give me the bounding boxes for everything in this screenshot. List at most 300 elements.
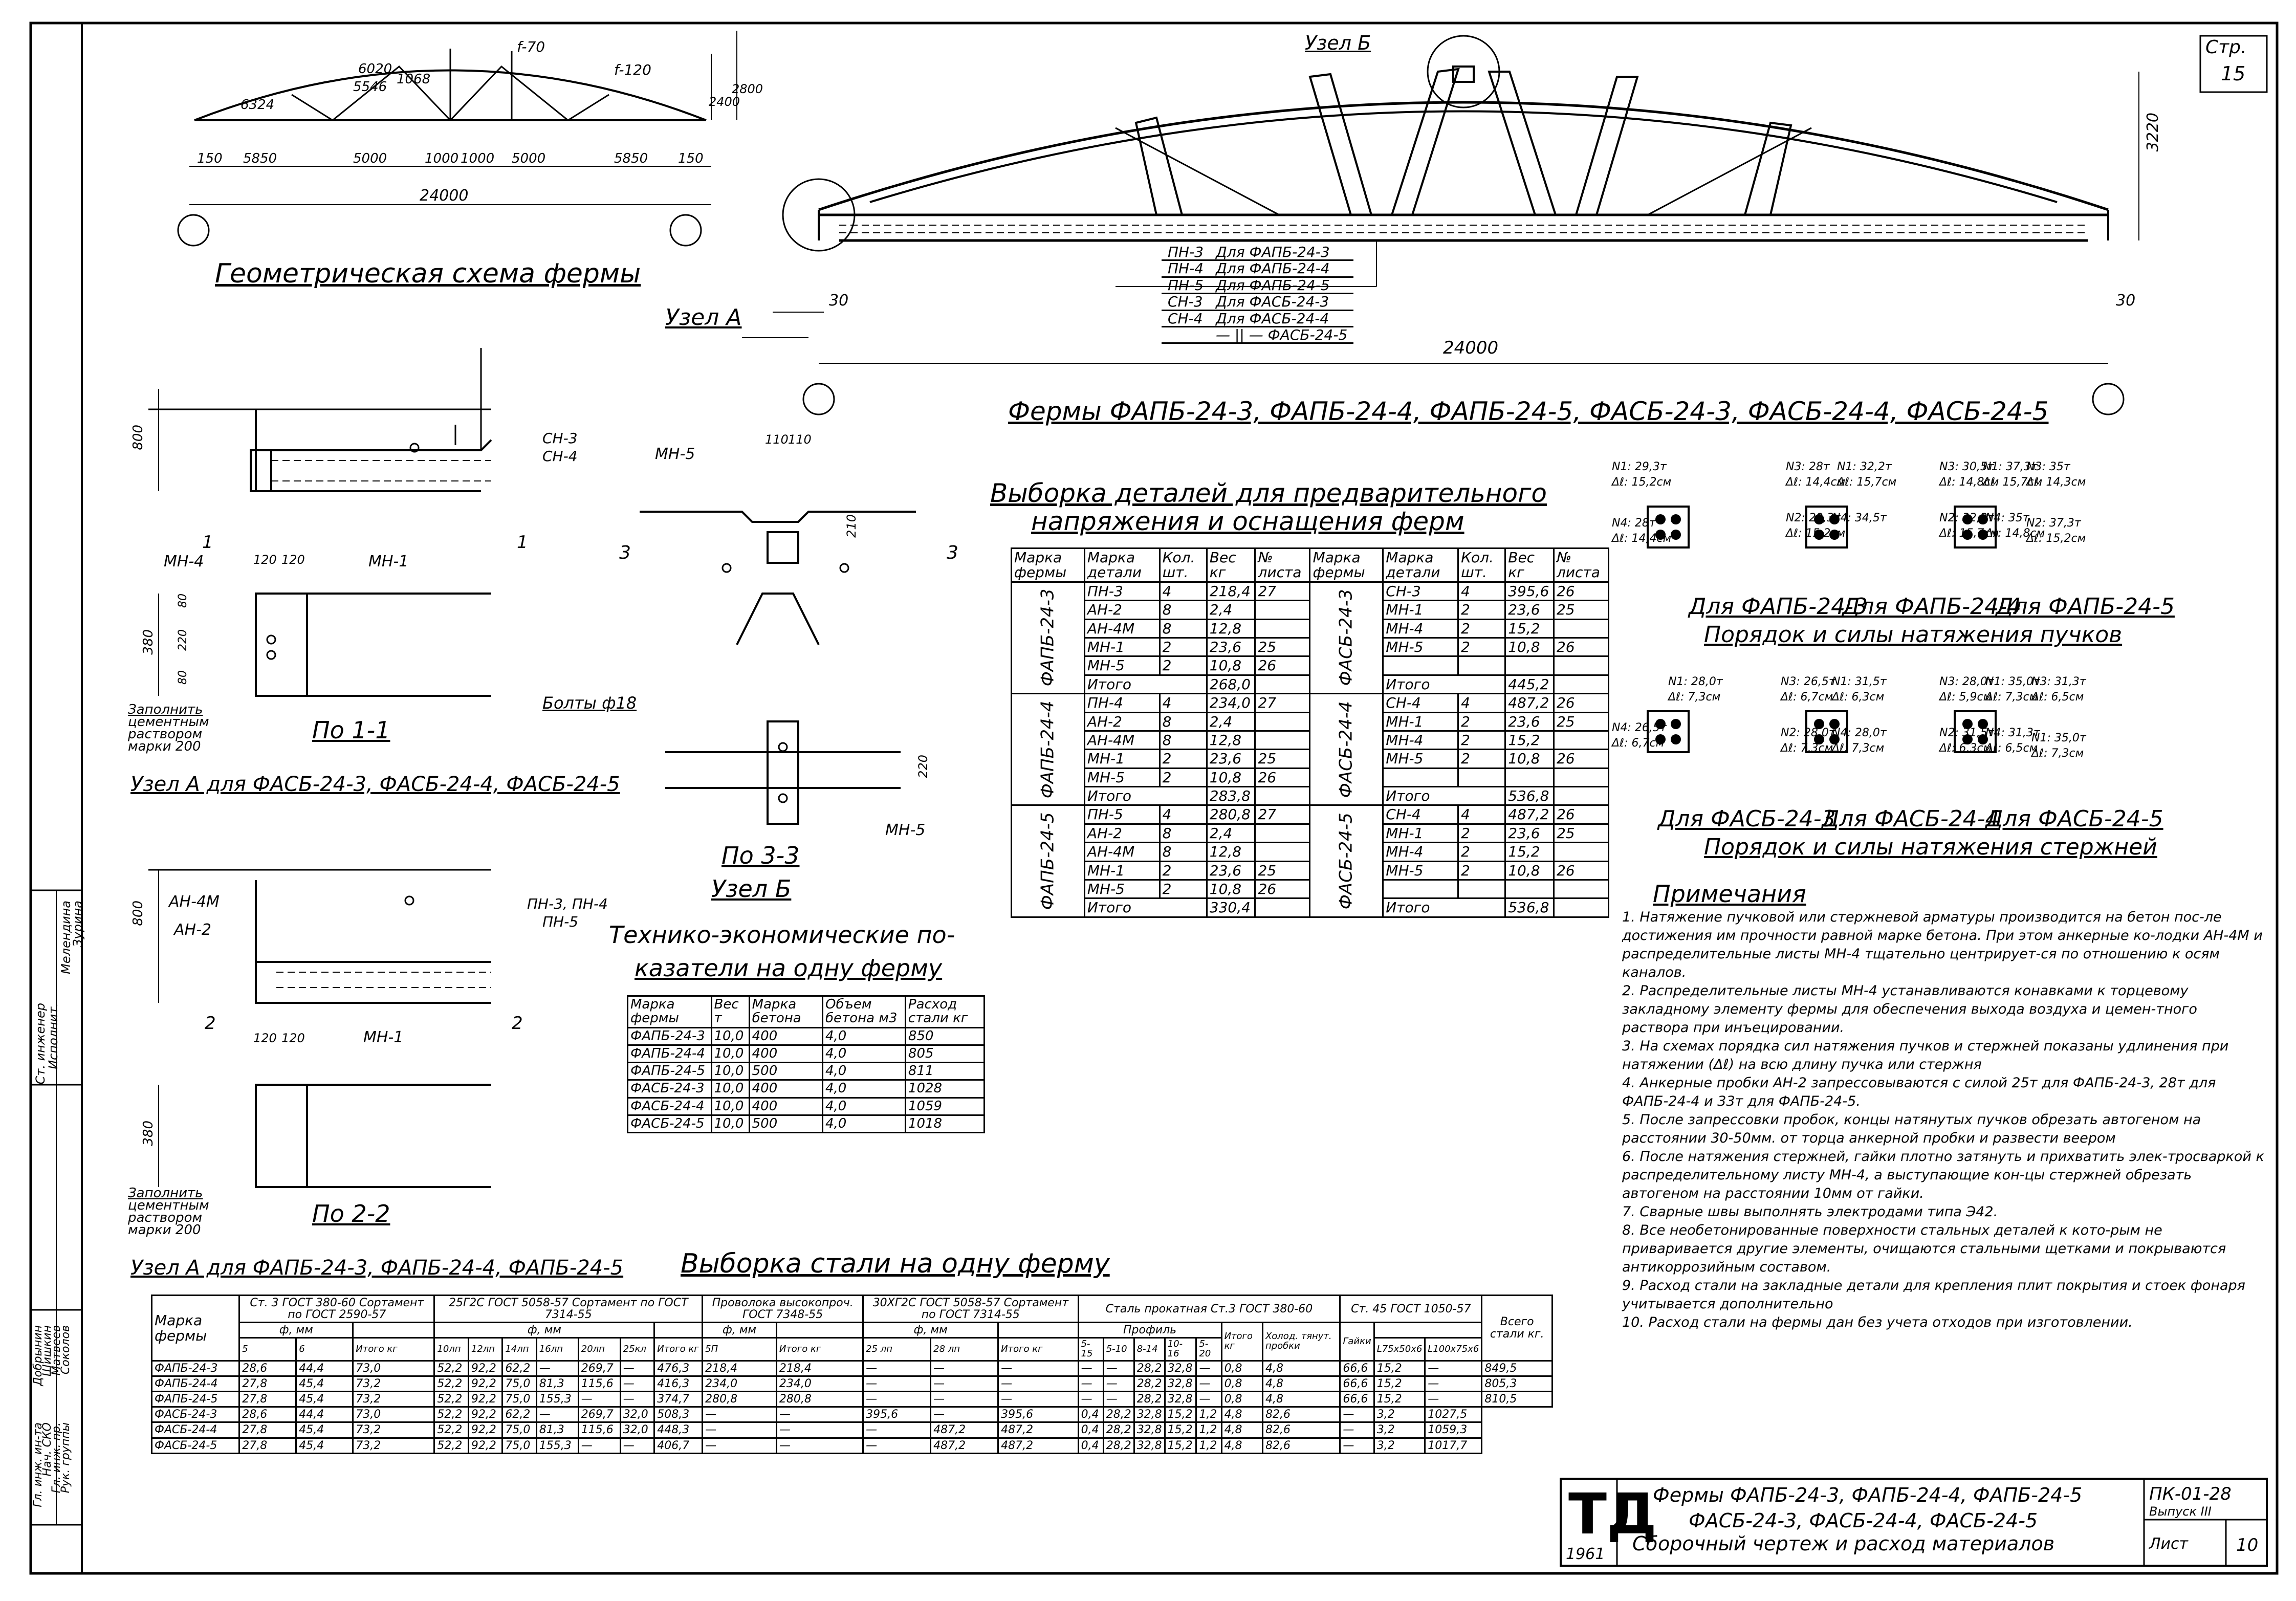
table-cell: 15,2 [1505, 731, 1554, 749]
steel-sub-head [998, 1323, 1078, 1338]
truss-dim-right: 30 [2116, 292, 2136, 310]
table-cell: 32,0 [620, 1422, 654, 1438]
table-cell: 487,2 [931, 1422, 998, 1438]
geom-dim: 2400 [709, 95, 740, 109]
table-cell: 8 [1160, 843, 1207, 861]
steel-group-head: Всего стали кг. [1482, 1296, 1552, 1361]
table-cell: ПН-4 [1084, 694, 1160, 712]
steel-col-head: 5-10 [1103, 1338, 1134, 1361]
stamp-title-1: Фермы ФАПБ-24-3, ФАПБ-24-4, ФАПБ-24-5 [1653, 1484, 2083, 1506]
group-mark-right: ФАСБ-24-3 [1310, 582, 1383, 693]
total-label: Итого [1084, 675, 1207, 693]
table-cell: 10,8 [1207, 880, 1255, 898]
table-cell [1458, 768, 1505, 786]
table-cell: 269,7 [578, 1407, 620, 1422]
details-header: Марка детали [1383, 549, 1458, 582]
truss-elevation [742, 36, 2139, 414]
bundle-head: Для ФАПБ-24-3 [1689, 594, 1868, 620]
table-cell: 4 [1160, 582, 1207, 600]
table-cell: 92,2 [468, 1361, 502, 1376]
sheet-cell [1554, 843, 1608, 861]
steel-sub-head [654, 1323, 703, 1338]
table-cell: 2 [1458, 712, 1505, 731]
table-cell: 73,0 [353, 1407, 434, 1422]
geom-dim: f-70 [517, 38, 545, 55]
force-label: N3: 31,3т [2031, 675, 2086, 688]
table-cell: 8 [1160, 619, 1207, 638]
table-cell: 2 [1458, 861, 1505, 880]
table-cell: — [1078, 1376, 1103, 1392]
steel-sub-head [353, 1323, 434, 1338]
table-cell: — [1340, 1422, 1374, 1438]
steel-sub-head [776, 1323, 863, 1338]
label-mn5: МН-5 [885, 821, 926, 839]
sheet-cell: 26 [1554, 694, 1608, 712]
dim-120: 120 [281, 1031, 305, 1045]
table-cell: — [536, 1361, 578, 1376]
table-cell: МН-4 [1383, 619, 1458, 638]
force-label: N2: 29,3т [1786, 512, 1841, 524]
geometric-scheme [178, 31, 737, 246]
label-mn5: МН-5 [655, 445, 695, 463]
force-label: Δℓ: 7,3см [1832, 742, 1885, 755]
table-cell: 476,3 [654, 1361, 703, 1376]
table-cell: 2 [1160, 638, 1207, 656]
table-cell: 2 [1160, 750, 1207, 768]
steel-col-head: 5П [703, 1338, 777, 1361]
total-value: 283,8 [1207, 787, 1255, 805]
total-value: 536,8 [1505, 787, 1554, 805]
table-cell: АН-2 [1084, 601, 1160, 619]
table-cell: 4,8 [1221, 1407, 1262, 1422]
truss-span: 24000 [1443, 338, 1499, 358]
force-label: Δℓ: 7,3см [1668, 691, 1721, 704]
sheet-cell: 27 [1255, 805, 1310, 824]
table-cell: АН-2 [1084, 712, 1160, 731]
table-cell: 32,8 [1134, 1422, 1165, 1438]
force-label: N4: 35т [1985, 512, 2029, 524]
tech-header: Расход стали кг [905, 996, 984, 1028]
section-2-2: По 2-2 [312, 1200, 390, 1227]
side-name: Мелендина [59, 901, 73, 974]
table-cell: 92,2 [468, 1376, 502, 1392]
legend-desc: Для ФАСБ-24-4 [1210, 310, 1353, 326]
table-cell: 218,4 [1207, 582, 1255, 600]
sheet-cell: 25 [1554, 712, 1608, 731]
legend-desc: Для ФАСБ-24-3 [1210, 294, 1353, 310]
table-row [152, 1376, 1552, 1392]
geom-dim: 5000 [353, 151, 387, 166]
group-mark-left: ФАПБ-24-4 [1012, 694, 1085, 805]
table-cell: — [1103, 1376, 1134, 1392]
note-item: 5. После запрессовки пробок, концы натянутых пучков обрезать автогеном на расстоянии 30-50мм. от торца анкерной пробки и развести веером [1622, 1112, 2201, 1146]
steel-group-head: Проволока высокопроч. ГОСТ 7348-55 [703, 1296, 863, 1323]
table-cell: — [776, 1407, 863, 1422]
table-cell: — [1196, 1392, 1221, 1407]
sheet-cell: 26 [1554, 861, 1608, 880]
total-value: 536,8 [1505, 898, 1554, 917]
table-cell: — [931, 1376, 998, 1392]
label-mn4: МН-4 [164, 553, 204, 571]
table-cell: 487,2 [998, 1438, 1078, 1453]
table-cell: — [1425, 1392, 1482, 1407]
sheet-cell: 26 [1255, 768, 1310, 786]
table-cell: 4,8 [1221, 1422, 1262, 1438]
table-cell [1458, 880, 1505, 898]
table-cell: 234,0 [1207, 694, 1255, 712]
table-cell: 374,7 [654, 1392, 703, 1407]
table-cell: ФАСБ-24-5 [152, 1438, 239, 1453]
steel-col-head: 28 лп [931, 1338, 998, 1361]
steel-col-head: 5-15 [1078, 1338, 1103, 1361]
force-label: Δℓ: 15,2см [2026, 532, 2086, 545]
steel-col-head: 8-14 [1134, 1338, 1165, 1361]
table-cell: — [620, 1392, 654, 1407]
table-row [1012, 582, 1609, 600]
table-cell: — [536, 1407, 578, 1422]
steel-sub-head: Итого кг [1221, 1323, 1262, 1361]
table-cell: — [863, 1438, 931, 1453]
table-cell: 115,6 [578, 1422, 620, 1438]
force-label: N1: 35,0т [1985, 675, 2040, 688]
table-row [628, 1027, 985, 1045]
table-cell: АН-4М [1084, 619, 1160, 638]
table-cell: — [703, 1407, 777, 1422]
table-cell: АН-4М [1084, 843, 1160, 861]
table-cell: 15,2 [1374, 1361, 1425, 1376]
force-label: Δℓ: 7,3см [2031, 747, 2084, 760]
force-label: N2: 31,5т [1939, 727, 1994, 739]
force-label: Δℓ: 6,5см [2031, 691, 2084, 704]
fill-note: Заполнить цементным раствором марки 200 [128, 702, 209, 754]
table-cell: 2,4 [1207, 601, 1255, 619]
table-cell: 92,2 [468, 1422, 502, 1438]
table-cell: 10,8 [1207, 768, 1255, 786]
table-cell: 1,2 [1196, 1438, 1221, 1453]
stamp-year: 1961 [1566, 1545, 1605, 1563]
stamp-title-3: Сборочный чертеж и расход материалов [1632, 1532, 2055, 1555]
force-label: N2: 37,3т [2026, 517, 2081, 530]
table-cell: 2 [1160, 656, 1207, 675]
table-row [1012, 694, 1609, 712]
table-cell: 45,4 [296, 1392, 353, 1407]
total-label: Итого [1084, 898, 1207, 917]
table-cell: 66,6 [1340, 1361, 1374, 1376]
dim-120: 120 [253, 553, 277, 567]
force-label: Δℓ: 14,3см [2026, 476, 2086, 489]
table-cell: 27,8 [239, 1422, 296, 1438]
table-cell: — [1425, 1376, 1482, 1392]
uzel-b-title: Узел Б [711, 875, 792, 903]
table-cell: 4,8 [1221, 1438, 1262, 1453]
table-cell: 0,8 [1221, 1376, 1262, 1392]
table-cell: СН-4 [1383, 805, 1458, 824]
sheet-cell: 26 [1554, 638, 1608, 656]
table-cell [1383, 656, 1458, 675]
bundle-head: Для ФАСБ-24-3 [1658, 806, 1836, 832]
steel-col-head: Итого кг [654, 1338, 703, 1361]
details-header: Вес кг [1505, 549, 1554, 582]
steel-col-head: 10лп [434, 1338, 468, 1361]
table-cell: 400 [749, 1027, 822, 1045]
table-cell: 1059 [905, 1098, 984, 1115]
table-row [152, 1361, 1552, 1376]
table-cell: 4,0 [823, 1027, 906, 1045]
sheet-cell: 25 [1255, 861, 1310, 880]
cut-mark: 2 [512, 1013, 523, 1034]
table-cell: 280,8 [703, 1392, 777, 1407]
table-cell: 66,6 [1340, 1392, 1374, 1407]
table-cell: — [1078, 1361, 1103, 1376]
note-item: 3. На схемах порядка сил натяжения пучков и стержней показаны удлинения при натяжении (Δℓ) на всю длину пучка или стержня [1622, 1038, 2229, 1072]
uzel-b [640, 512, 916, 824]
table-cell: 508,3 [654, 1407, 703, 1422]
truss-height: 3220 [2144, 113, 2162, 152]
table-cell: — [578, 1392, 620, 1407]
steel-col-head: Итого кг [998, 1338, 1078, 1361]
table-cell: 81,3 [536, 1422, 578, 1438]
table-cell: 23,6 [1207, 861, 1255, 880]
table-cell: 52,2 [434, 1376, 468, 1392]
table-cell: МН-1 [1084, 638, 1160, 656]
table-cell: 4,0 [823, 1045, 906, 1062]
steel-sub-head: ф, мм [703, 1323, 777, 1338]
table-cell: — [776, 1422, 863, 1438]
dim-210: 210 [844, 514, 859, 538]
table-cell: 10,0 [711, 1063, 749, 1080]
table-cell: 15,2 [1505, 619, 1554, 638]
table-cell: — [1196, 1376, 1221, 1392]
table-cell: — [863, 1422, 931, 1438]
table-cell: 2 [1458, 731, 1505, 749]
steel-col-head: 10-16 [1165, 1338, 1196, 1361]
table-cell: 4 [1458, 582, 1505, 600]
table-cell: — [703, 1422, 777, 1438]
table-cell: 15,2 [1165, 1407, 1196, 1422]
table-cell: 2 [1458, 824, 1505, 842]
table-cell: 3,2 [1374, 1407, 1425, 1422]
table-cell: 0,8 [1221, 1392, 1262, 1407]
table-cell: ФАПБ-24-3 [628, 1027, 712, 1045]
steel-col-head: Итого кг [353, 1338, 434, 1361]
table-cell: — [1078, 1392, 1103, 1407]
group-mark-left: ФАПБ-24-3 [1012, 582, 1085, 693]
note-item: 1. Натяжение пучковой или стержневой арматуры производится на бетон пос-ле достижения им прочности равной марке бетона. При этом анкерные ко-лодки АН-4М и распределительные листы МН-4 тщательно центрирует-ся по отношению к осям каналов. [1622, 909, 2263, 980]
table-cell: 52,2 [434, 1438, 468, 1453]
note-item: 4. Анкерные пробки АН-2 запрессовываются с силой 25т для ФАПБ-24-3, 28т для ФАПБ-24-4 и 33т для ФАПБ-24-5. [1622, 1075, 2216, 1109]
table-cell: 4 [1160, 694, 1207, 712]
table-cell: — [620, 1361, 654, 1376]
table-cell: 81,3 [536, 1376, 578, 1392]
steel-sub-head: ф, мм [863, 1323, 998, 1338]
table-cell: 448,3 [654, 1422, 703, 1438]
table-cell: 10,0 [711, 1115, 749, 1133]
table-cell: 73,2 [353, 1376, 434, 1392]
cut-mark: 2 [205, 1013, 216, 1034]
table-cell: МН-1 [1084, 861, 1160, 880]
force-label: Δℓ: 6,3см [1939, 742, 1992, 755]
force-label: Δℓ: 15,7см [1983, 476, 2043, 489]
table-cell: — [998, 1376, 1078, 1392]
table-cell: 487,2 [1505, 805, 1554, 824]
uzel-a1-title: Узел А для ФАСБ-24-3, ФАСБ-24-4, ФАСБ-24-5 [130, 773, 620, 796]
dim-220: 220 [916, 755, 930, 778]
sheet-cell: 25 [1255, 750, 1310, 768]
sheet-cell: 26 [1255, 656, 1310, 675]
side-name: Зурина [71, 901, 85, 947]
force-label: Δℓ: 7,3см [1985, 691, 2038, 704]
dim-220: 220 [177, 629, 189, 651]
details-header: № листа [1255, 549, 1310, 582]
bundle-title-1: Порядок и силы натяжения пучков [1704, 622, 2123, 648]
legend-row [1162, 260, 1353, 277]
sheet-cell [1255, 712, 1310, 731]
steel-group-head: 25Г2С ГОСТ 5058-57 Сортамент по ГОСТ 7314-55 [434, 1296, 703, 1323]
total-label: Итого [1383, 787, 1505, 805]
uzel-a-1 [148, 348, 491, 696]
table-cell: 280,8 [776, 1392, 863, 1407]
table-cell: 15,2 [1165, 1422, 1196, 1438]
cut-mark: 3 [619, 542, 631, 563]
table-cell: ФАСБ-24-3 [152, 1407, 239, 1422]
legend-mark: СН-4 [1162, 310, 1210, 326]
truss-title: Фермы ФАПБ-24-3, ФАПБ-24-4, ФАПБ-24-5, ФАСБ-24-3, ФАСБ-24-4, ФАСБ-24-5 [1008, 397, 2049, 426]
legend-desc: Для ФАПБ-24-4 [1210, 260, 1353, 277]
table-row [152, 1438, 1552, 1453]
sheet-cell [1255, 601, 1310, 619]
table-cell: 2,4 [1207, 824, 1255, 842]
table-cell: 23,6 [1207, 638, 1255, 656]
tech-table [627, 995, 985, 1133]
label-an2: АН-2 [174, 921, 211, 939]
total-value: 330,4 [1207, 898, 1255, 917]
table-cell: 45,4 [296, 1438, 353, 1453]
dim-110: 110 [788, 432, 812, 447]
table-cell: 44,4 [296, 1407, 353, 1422]
label-an4m: АН-4М [169, 893, 220, 911]
group-mark-left: ФАПБ-24-5 [1012, 805, 1085, 917]
table-cell: 0,4 [1078, 1422, 1103, 1438]
table-cell: 0,8 [1221, 1361, 1262, 1376]
legend-mark: ПН-4 [1162, 260, 1210, 277]
label-pn5: ПН-5 [542, 913, 579, 930]
table-cell: 10,8 [1207, 656, 1255, 675]
table-cell [1255, 787, 1310, 805]
table-cell [1554, 880, 1608, 898]
dim-80: 80 [177, 670, 189, 685]
table-cell: 32,8 [1134, 1438, 1165, 1453]
force-label: N2: 28,0т [1781, 727, 1835, 739]
table-cell: 4 [1160, 805, 1207, 824]
table-row [1012, 805, 1609, 824]
table-cell: МН-5 [1383, 638, 1458, 656]
sheet-cell: 27 [1255, 582, 1310, 600]
page-number: 15 [2221, 62, 2246, 85]
table-cell: 92,2 [468, 1407, 502, 1422]
geom-dim: 1068 [397, 72, 431, 87]
table-cell: 2 [1458, 601, 1505, 619]
table-cell: ФАСБ-24-4 [152, 1422, 239, 1438]
stamp-sheet: 10 [2236, 1535, 2259, 1555]
note-item: 6. После натяжения стержней, гайки плотно затянуть и прихватить элек-тросваркой к распределительному листу МН-4, а выступающие кон-цы стержней обрезать автогеном на расстоянии 10мм от гайки. [1622, 1149, 2264, 1201]
fill-note: Заполнить цементным раствором марки 200 [128, 1186, 209, 1238]
group-mark-right: ФАСБ-24-5 [1310, 805, 1383, 917]
legend-desc: Для ФАПБ-24-3 [1210, 245, 1353, 260]
side-role: Гл. инж. пр. [50, 1422, 63, 1494]
sheet-cell: 26 [1255, 880, 1310, 898]
force-label: Δℓ: 15,2см [1612, 476, 1672, 489]
steel-col-head: 12лп [468, 1338, 502, 1361]
table-cell: 73,2 [353, 1422, 434, 1438]
geom-dim: 5546 [353, 79, 387, 95]
table-cell: 849,5 [1482, 1361, 1552, 1376]
table-cell: 15,2 [1165, 1438, 1196, 1453]
table-cell: 28,2 [1103, 1422, 1134, 1438]
table-cell: МН-4 [1383, 731, 1458, 749]
table-cell: 66,6 [1340, 1376, 1374, 1392]
table-cell: 15,2 [1374, 1392, 1425, 1407]
table-cell [1554, 675, 1608, 693]
legend-row [1162, 294, 1353, 310]
table-cell: 218,4 [776, 1361, 863, 1376]
table-cell: 850 [905, 1027, 984, 1045]
table-cell: 12,8 [1207, 619, 1255, 638]
steel-sub-head: Гайки [1340, 1323, 1374, 1361]
label-mn1: МН-1 [368, 553, 409, 571]
total-value: 445,2 [1505, 675, 1554, 693]
table-cell: 1059,3 [1425, 1422, 1482, 1438]
table-cell: 4,0 [823, 1063, 906, 1080]
table-cell: 73,2 [353, 1438, 434, 1453]
table-cell: — [1340, 1407, 1374, 1422]
sheet-cell [1255, 619, 1310, 638]
table-cell: МН-5 [1084, 880, 1160, 898]
table-cell [1554, 787, 1608, 805]
geom-dim: 150 [197, 151, 223, 166]
table-cell: — [620, 1438, 654, 1453]
table-cell: 27,8 [239, 1392, 296, 1407]
steel-group-head: Сталь прокатная Ст.3 ГОСТ 380-60 [1078, 1296, 1340, 1323]
side-name: Добрынин [32, 1325, 45, 1386]
notes-list [1622, 908, 2267, 1332]
table-cell: 82,6 [1262, 1422, 1340, 1438]
side-role: Рук. группы [59, 1422, 72, 1494]
table-cell: — [863, 1392, 931, 1407]
geom-dim: 6324 [240, 97, 275, 113]
steel-col-head: L75x50x6 [1374, 1338, 1425, 1361]
table-cell: МН-1 [1383, 712, 1458, 731]
table-cell: ФАПБ-24-5 [152, 1392, 239, 1407]
geom-dim: f-120 [614, 61, 651, 78]
table-cell: 75,0 [502, 1376, 536, 1392]
table-cell: 4,0 [823, 1080, 906, 1098]
table-cell: 73,0 [353, 1361, 434, 1376]
table-row [628, 1063, 985, 1080]
table-cell: 92,2 [468, 1438, 502, 1453]
side-role: Исполнит. [46, 1003, 60, 1069]
force-label: Δℓ: 6,3см [1832, 691, 1885, 704]
table-cell: АН-2 [1084, 824, 1160, 842]
geom-dim: 5850 [243, 151, 277, 166]
force-label: N4: 31,3т [1985, 727, 2040, 739]
table-cell: 4,8 [1262, 1361, 1340, 1376]
table-cell: 2 [1458, 750, 1505, 768]
stamp-code: ПК-01-28 [2149, 1484, 2232, 1504]
force-label: Δℓ: 5,9см [1939, 691, 1992, 704]
table-cell: 1018 [905, 1115, 984, 1133]
table-row [152, 1407, 1552, 1422]
table-cell: — [863, 1376, 931, 1392]
